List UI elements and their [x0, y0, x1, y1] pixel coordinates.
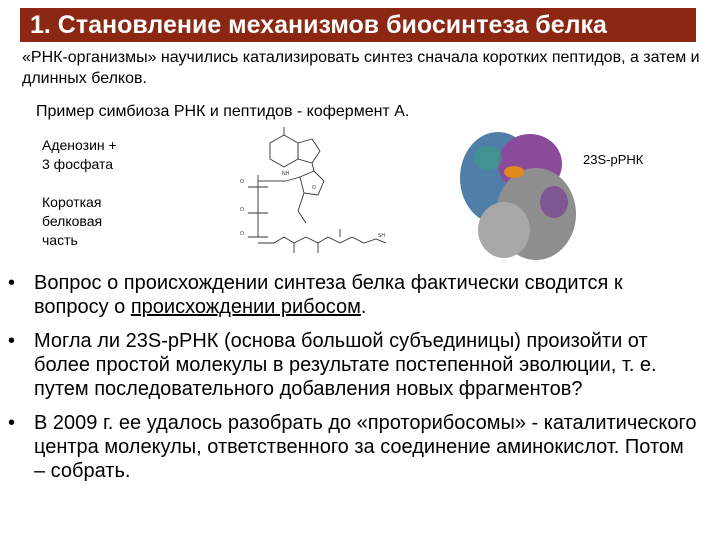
svg-text:O: O: [240, 207, 244, 213]
bullet-marker: •: [8, 330, 16, 352]
svg-text:O: O: [312, 185, 316, 191]
ribosome-origin-link[interactable]: происхождении рибосом: [130, 296, 361, 318]
bullet-3-text: В 2009 г. ее удалось разобрать до «проторибосомы» - каталитического центра молекулы, ответственного за соединение аминокислот. Потом – собрать.: [34, 412, 697, 482]
svg-text:NH: NH: [282, 171, 290, 177]
svg-text:O: O: [240, 179, 244, 185]
bullet-item: [0, 271, 700, 319]
svg-text:SH: SH: [378, 233, 385, 239]
protein-label-line3: часть: [42, 232, 78, 248]
protein-subunit-violet: [540, 186, 568, 218]
protein-subunit-teal: [474, 146, 502, 170]
bullet-marker: •: [8, 412, 16, 434]
rrna-lower-gray: [478, 202, 530, 258]
bullet-2-text: Могла ли 23S-рРНК (основа большой субъединицы) произойти от более простой молекулы в результате постепенной эволюции, т. е. путем последовательного добавления новых фрагментов?: [34, 330, 657, 400]
bullet-marker: •: [8, 272, 16, 294]
adenosine-label-line1: Аденозин +: [42, 137, 117, 153]
protein-label-line2: белковая: [42, 213, 103, 229]
bullet-item: [0, 411, 700, 483]
title-bar: [20, 8, 696, 42]
example-caption: Пример симбиоза РНК и пептидов - кофермент А.: [36, 103, 410, 120]
protein-label-line1: Короткая: [42, 194, 102, 210]
bullet-list: [0, 271, 700, 493]
adenosine-label-line2: 3 фосфата: [42, 156, 114, 172]
slide-title: 1. Становление механизмов биосинтеза белка: [30, 11, 607, 39]
svg-text:O: O: [240, 231, 244, 237]
bullet-1-text: Вопрос о происхождении синтеза белка фактически сводится к вопросу о: [34, 272, 623, 318]
adenosine-label: [42, 136, 117, 174]
rrna-label: 23S-рРНК: [583, 152, 644, 167]
coenzyme-a-structure-diagram: [228, 125, 390, 260]
intro-text: «РНК-организмы» научились катализировать синтез сначала коротких пептидов, а затем и длинных белков.: [22, 49, 700, 87]
protein-part-label: [42, 193, 102, 250]
bullet-item: [0, 329, 700, 401]
ribosome-structure-image: [458, 118, 580, 266]
bullet-1-end: .: [360, 296, 367, 318]
catalytic-site-orange: [504, 166, 524, 178]
